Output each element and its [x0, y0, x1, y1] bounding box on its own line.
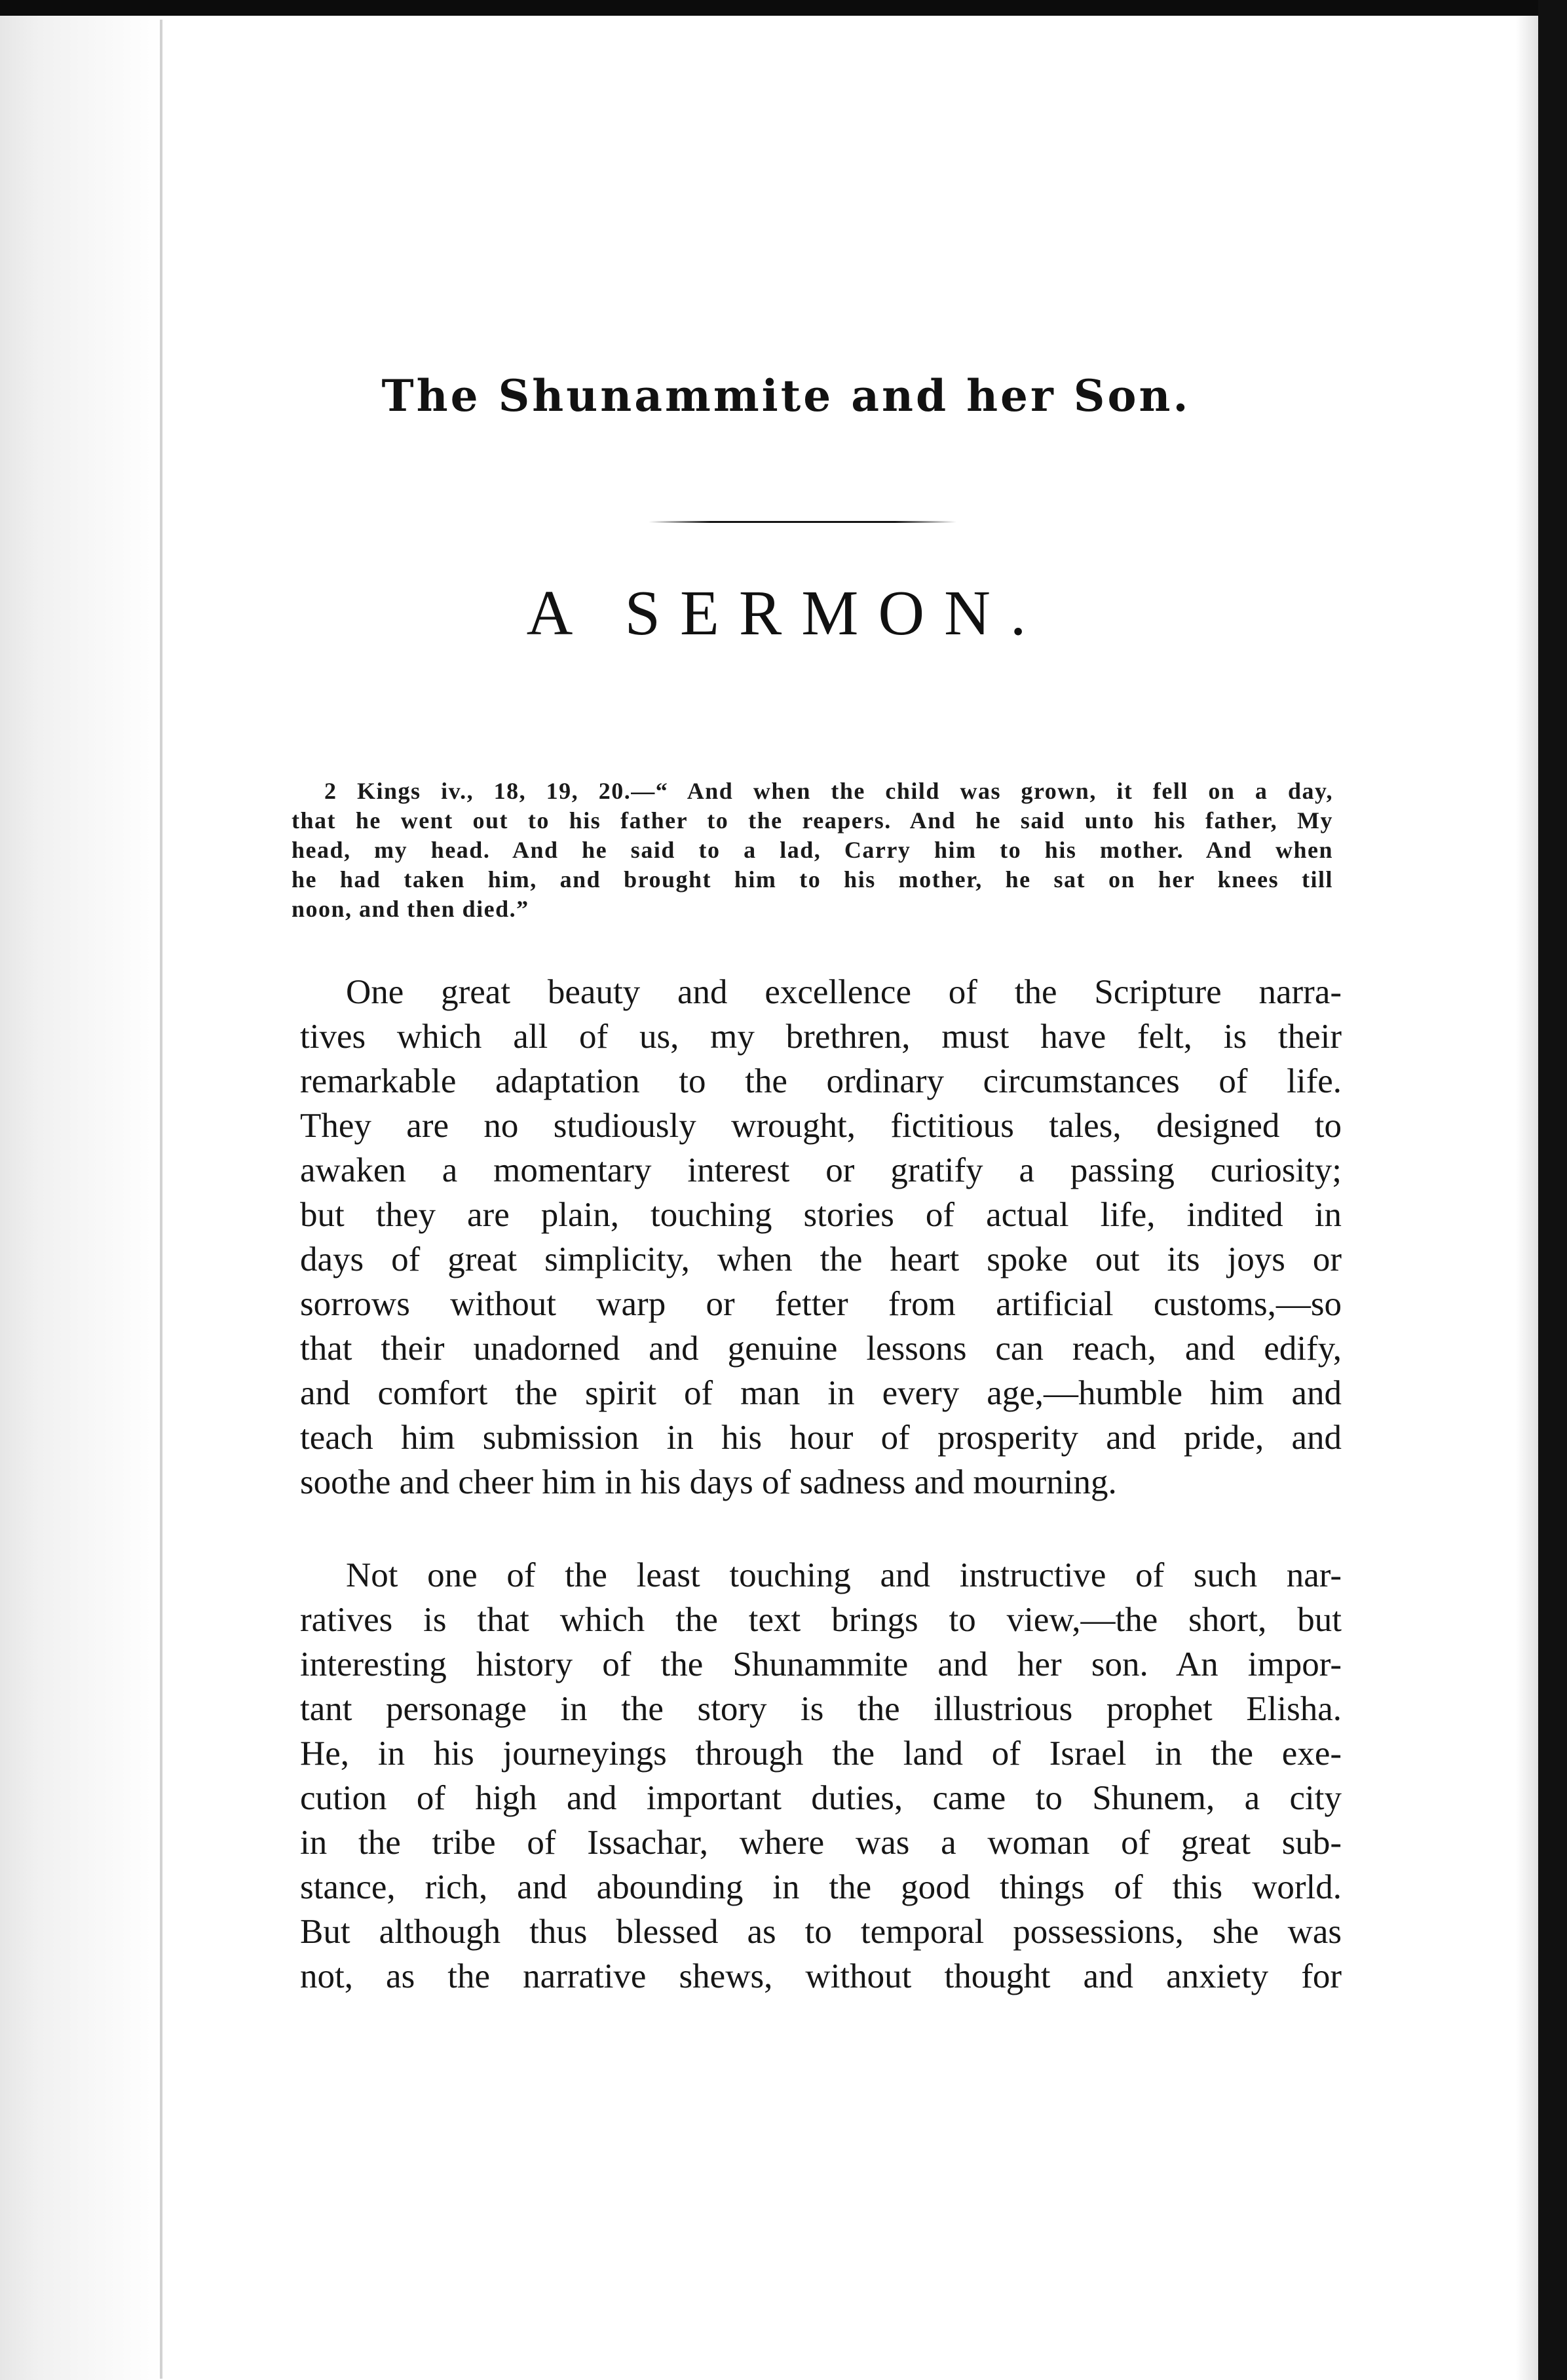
text-line: not, as the narrative shews, without thought and anxiety for	[300, 1957, 1342, 1995]
text-line: soothe and cheer him in his days of sadness and mourning.	[300, 1463, 1117, 1501]
text-line: tant personage in the story is the illustrious prophet Elisha.	[300, 1690, 1342, 1728]
text-line: interesting history of the Shunammite and her son. An impor-	[300, 1645, 1342, 1683]
text-line: Not one of the least touching and instructive of such nar-	[346, 1556, 1342, 1594]
text-line: in the tribe of Issachar, where was a woman of great sub-	[300, 1824, 1342, 1862]
text-line: days of great simplicity, when the heart spoke out its joys or	[300, 1240, 1342, 1278]
scan-top-border	[0, 0, 1567, 16]
page-edge-shadow	[1516, 16, 1538, 2380]
epigraph-line: 2 Kings iv., 18, 19, 20.—“ And when the child was grown, it fell on a day,	[324, 778, 1333, 804]
text-line: sorrows without warp or fetter from artificial customs,—so	[300, 1285, 1342, 1323]
gutter-line	[160, 20, 162, 2379]
epigraph-line: noon, and then died.”	[292, 896, 529, 922]
text-line: teach him submission in his hour of prosperity and pride, and	[300, 1419, 1342, 1457]
text-line: They are no studiously wrought, fictitious tales, designed to	[300, 1107, 1342, 1145]
text-line: awaken a momentary interest or gratify a passing curiosity;	[300, 1151, 1342, 1189]
text-line: stance, rich, and abounding in the good things of this world.	[300, 1868, 1342, 1906]
text-line: One great beauty and excellence of the Scripture narra-	[346, 973, 1342, 1011]
text-line: ratives is that which the text brings to view,—the short, but	[300, 1601, 1342, 1639]
text-line: that their unadorned and genuine lessons can reach, and edify,	[300, 1330, 1342, 1368]
text-line: He, in his journeyings through the land of Israel in the exe-	[300, 1735, 1342, 1773]
body-paragraph-2	[300, 1553, 1342, 1999]
page-title: The Shunammite and her Son.	[381, 370, 1191, 421]
binding-shadow	[0, 0, 162, 2380]
sermon-heading: A SERMON.	[526, 578, 1046, 649]
text-line: but they are plain, touching stories of actual life, indited in	[300, 1196, 1342, 1234]
scripture-epigraph	[292, 777, 1333, 924]
body-paragraph-1	[300, 970, 1342, 1505]
epigraph-line: he had taken him, and brought him to his mother, he sat on her knees till	[292, 866, 1333, 892]
text-line: remarkable adaptation to the ordinary circumstances of life.	[300, 1062, 1342, 1100]
text-line: and comfort the spirit of man in every age,—humble him and	[300, 1374, 1342, 1412]
scan-right-border	[1538, 0, 1567, 2380]
epigraph-line: that he went out to his father to the reapers. And he said unto his father, My	[292, 807, 1333, 834]
text-line: cution of high and important duties, came to Shunem, a city	[300, 1779, 1342, 1817]
title-divider-rule	[649, 521, 956, 523]
text-line: tives which all of us, my brethren, must have felt, is their	[300, 1018, 1342, 1056]
epigraph-line: head, my head. And he said to a lad, Carry him to his mother. And when	[292, 837, 1333, 863]
text-line: But although thus blessed as to temporal possessions, she was	[300, 1913, 1342, 1951]
